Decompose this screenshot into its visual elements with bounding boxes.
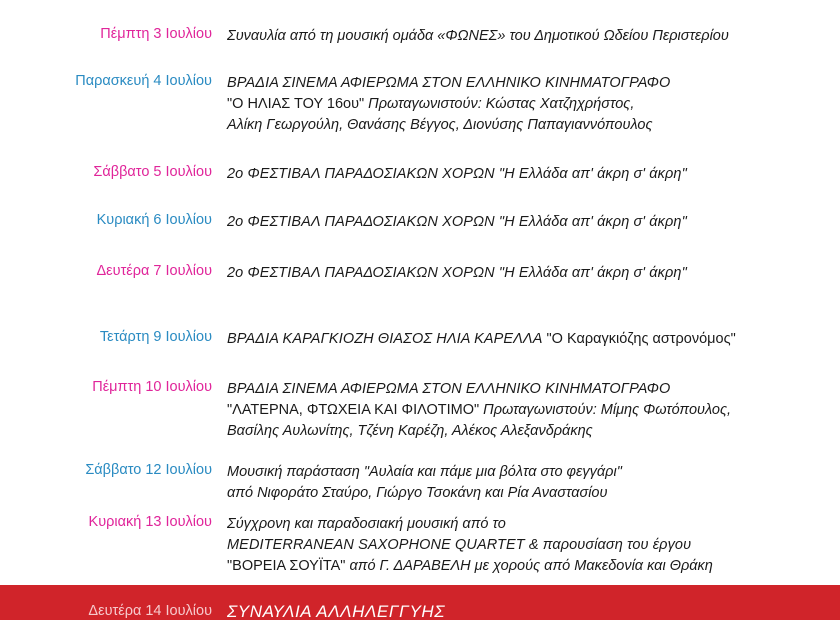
- event-text: 2ο ΦΕΣΤΙΒΑΛ ΠΑΡΑΔΟΣΙΑΚΩΝ ΧΟΡΩΝ "Η Ελλάδα απ' άκρη σ' άκρη": [227, 166, 687, 182]
- event-description: [227, 164, 827, 185]
- event-date: Δευτέρα 7 Ιουλίου: [96, 263, 212, 279]
- event-date: Σάββατο 5 Ιουλίου: [93, 164, 212, 180]
- event-text: από Γ. ΔΑΡΑΒΕΛΗ με χορούς από Μακεδονία και Θράκη: [345, 558, 713, 574]
- event-date: Πέμπτη 3 Ιουλίου: [100, 26, 212, 42]
- event-text: 2ο ΦΕΣΤΙΒΑΛ ΠΑΡΑΔΟΣΙΑΚΩΝ ΧΟΡΩΝ "Η Ελλάδα απ' άκρη σ' άκρη": [227, 214, 687, 230]
- event-text: ΒΡΑΔΙΑ ΣΙΝΕΜΑ ΑΦΙΕΡΩΜΑ ΣΤΟΝ ΕΛΛΗΝΙΚΟ ΚΙΝΗΜΑΤΟΓΡΑΦΟ: [227, 75, 671, 91]
- event-description: [227, 329, 827, 350]
- event-description: [227, 379, 827, 442]
- event-date: Κυριακή 6 Ιουλίου: [96, 212, 212, 228]
- highlight-banner: [0, 585, 840, 620]
- event-description: [227, 73, 827, 136]
- event-text: MEDITERRANEAN SAXOPHONE QUARTET & παρουσίαση του έργου: [227, 537, 692, 553]
- event-date: Παρασκευή 4 Ιουλίου: [75, 73, 212, 89]
- event-description: [227, 514, 827, 577]
- event-text: 2ο ΦΕΣΤΙΒΑΛ ΠΑΡΑΔΟΣΙΑΚΩΝ ΧΟΡΩΝ "Η Ελλάδα απ' άκρη σ' άκρη": [227, 265, 687, 281]
- event-description: [227, 263, 827, 284]
- event-date: Σάββατο 12 Ιουλίου: [85, 462, 212, 478]
- event-title: "Ο ΗΛΙΑΣ ΤΟΥ 16ου": [227, 96, 365, 112]
- event-title: "Ο Καραγκιόζης αστρονόμος": [542, 331, 736, 347]
- event-text: από Νιφοράτο Σταύρο, Γιώργο Τσοκάνη και Ρία Αναστασίου: [227, 485, 608, 501]
- event-description: [227, 462, 827, 504]
- banner-title: ΣΥΝΑΥΛΙΑ ΑΛΛΗΛΕΓΓΥΗΣ: [227, 602, 446, 620]
- event-text: Αλίκη Γεωργούλη, Θανάσης Βέγγος, Διονύσης Παπαγιαννόπουλος: [227, 117, 653, 133]
- event-text: Συναυλία από τη μουσική ομάδα «ΦΩΝΕΣ» του Δημοτικού Ωδείου Περιστερίου: [227, 28, 729, 44]
- event-text: Σύγχρονη και παραδοσιακή μουσική από το: [227, 516, 506, 532]
- event-title: "ΒΟΡΕΙΑ ΣΟΥΪΤΑ": [227, 558, 346, 574]
- event-title: "ΛΑΤΕΡΝΑ, ΦΤΩΧΕΙΑ ΚΑΙ ΦΙΛΟΤΙΜΟ": [227, 402, 480, 418]
- event-text: ΒΡΑΔΙΑ ΣΙΝΕΜΑ ΑΦΙΕΡΩΜΑ ΣΤΟΝ ΕΛΛΗΝΙΚΟ ΚΙΝΗΜΑΤΟΓΡΑΦΟ: [227, 381, 671, 397]
- event-description: [227, 212, 827, 233]
- event-description: [227, 26, 827, 47]
- event-date: Πέμπτη 10 Ιουλίου: [92, 379, 212, 395]
- event-text: Πρωταγωνιστούν: Μίμης Φωτόπουλος,: [479, 402, 732, 418]
- event-date: Τετάρτη 9 Ιουλίου: [99, 329, 212, 345]
- event-date: Κυριακή 13 Ιουλίου: [88, 514, 212, 530]
- banner-date: Δευτέρα 14 Ιουλίου: [88, 603, 212, 619]
- event-text: Πρωταγωνιστούν: Κώστας Χατζηχρήστος,: [364, 96, 635, 112]
- event-text: Βασίλης Αυλωνίτης, Τζένη Καρέζη, Αλέκος Αλεξανδράκης: [227, 423, 593, 439]
- event-text: Μουσική παράσταση "Αυλαία και πάμε μια βόλτα στο φεγγάρι": [227, 464, 622, 480]
- event-text: ΒΡΑΔΙΑ ΚΑΡΑΓΚΙΟΖΗ ΘΙΑΣΟΣ ΗΛΙΑ ΚΑΡΕΛΛΑ: [227, 331, 543, 347]
